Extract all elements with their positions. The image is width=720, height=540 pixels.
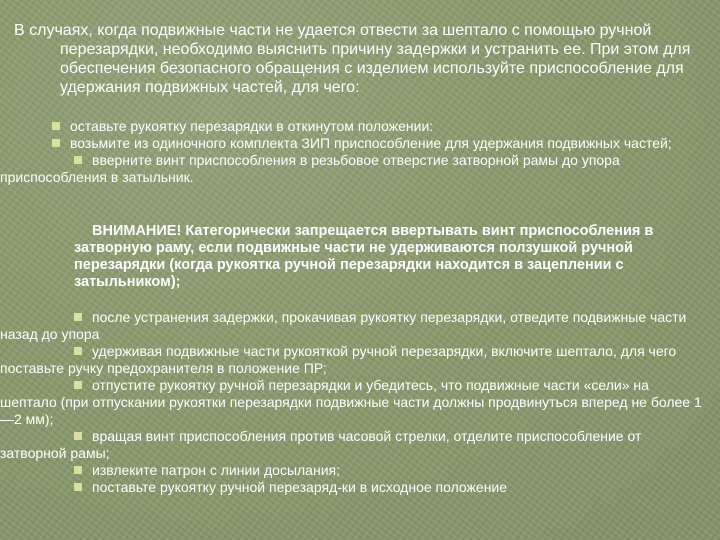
list-item [0, 135, 704, 152]
list-item-text: удерживая подвижные части рукояткой ручной перезарядки, включите шептало, для чего поставьте ручку предохранителя в положение ПР; [0, 343, 677, 376]
list-item-text: возьмите из одиночного комплекта ЗИП приспособление для удержания подвижных частей; [70, 135, 672, 151]
square-bullet-icon [74, 483, 82, 491]
list-item-text: после устранения задержки, прокачивая рукоятку перезарядки, отведите подвижные части назад до упора [0, 309, 687, 342]
square-bullet-icon [74, 432, 82, 440]
square-bullet-icon [74, 313, 82, 321]
warning-text: ВНИМАНИЕ! Категорически запрещается ввертывать винт приспособления в затворную раму, если подвижные части не удерживаются ползушкой ручной перезарядки (когда рукоятка ручной перезарядки находится в зацеплении с затыльником); [74, 223, 654, 290]
list-item-text: вверните винт приспособления в резьбовое отверстие затворной рамы до упора приспособления в затыльник. [0, 152, 620, 185]
list-item [0, 428, 704, 462]
square-bullet-icon [74, 381, 82, 389]
list-item-text: оставьте рукоятку перезарядки в откинутом положении: [70, 118, 434, 134]
list-item [0, 462, 704, 479]
square-bullet-icon [74, 156, 82, 164]
intro-paragraph: В случаях, когда подвижные части не удается отвести за шептало с помощью ручной перезарядки, необходимо выяснить причину задержки и устранить ее. При этом для обеспечения безопасного обращения с изделием используйте приспособление для удержания подвижных частей, для чего: [14, 22, 691, 96]
list-item [0, 309, 704, 343]
list-item-text: вращая винт приспособления против часовой стрелки, отделите приспособление от затворной рамы; [0, 428, 642, 461]
list-item [52, 118, 714, 135]
list-item-text: поставьте рукоятку ручной перезаряд-ки в исходное положение [92, 479, 508, 495]
list-item-text: извлеките патрон с линии досылания; [92, 462, 340, 478]
warning-paragraph [74, 223, 704, 291]
list-item [0, 377, 704, 428]
preparation-steps-list [0, 118, 714, 186]
square-bullet-icon [52, 122, 60, 130]
list-item [0, 152, 704, 186]
list-item [0, 343, 704, 377]
list-item-text: отпустите рукоятку ручной перезарядки и убедитесь, что подвижные части «сели» на шептало (при отпускании рукоятки перезарядки подвижные части должны продвинуться вперед не более 1—2 мм); [0, 377, 702, 427]
square-bullet-icon [74, 347, 82, 355]
square-bullet-icon [52, 139, 60, 147]
square-bullet-icon [74, 466, 82, 474]
recovery-steps-list [0, 309, 714, 496]
list-item [0, 479, 704, 496]
